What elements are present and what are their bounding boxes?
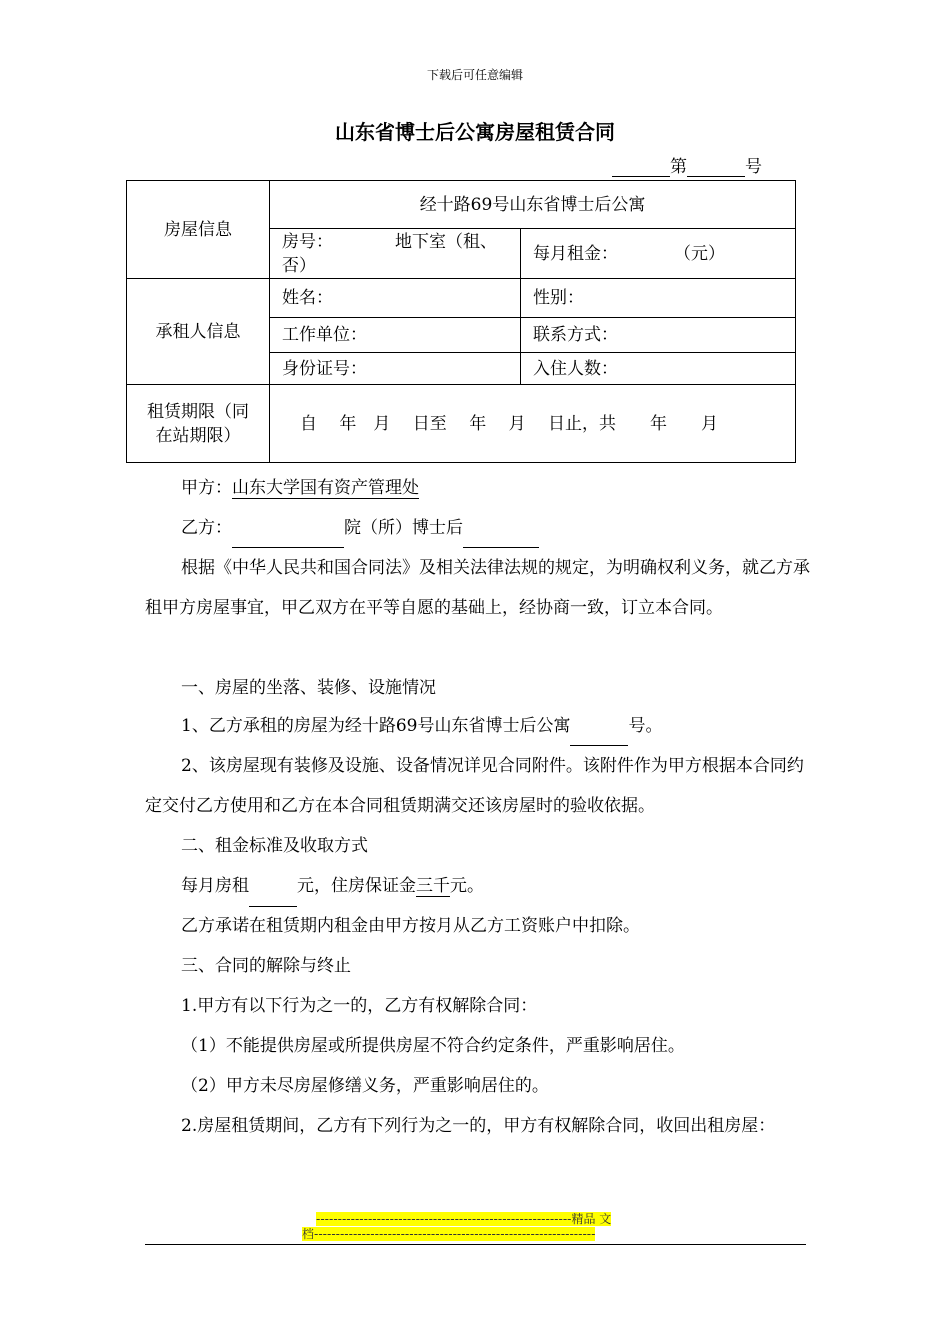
- house-info-label: 房屋信息: [127, 181, 270, 279]
- room-number-blank: [570, 727, 628, 746]
- section-3-item-1: 1.甲方有以下行为之一的，乙方有权解除合同：: [181, 996, 538, 1016]
- section-3-item-2: 2.房屋租赁期间，乙方有下列行为之一的，甲方有权解除合同，收回出租房屋：: [181, 1116, 776, 1136]
- party-b-name-blank: [463, 529, 539, 548]
- name-label: 姓名：: [270, 279, 521, 318]
- rent-prefix: 每月房租: [181, 876, 249, 896]
- party-a-label: 甲方：: [181, 478, 232, 498]
- rent-line: [145, 866, 815, 907]
- gender-label: 性别：: [521, 279, 796, 318]
- tenant-info-label: 承租人信息: [127, 279, 270, 385]
- deposit-amount: 三千: [416, 876, 450, 896]
- party-a-value: 山东大学国有资产管理处: [232, 478, 419, 498]
- section-2-title: 二、租金标准及收取方式: [181, 836, 368, 856]
- rent-mid: 元，住房保证金: [297, 876, 416, 896]
- section-1-item-1-prefix: 1、乙方承租的房屋为经十路69号山东省博士后公寓: [181, 716, 571, 736]
- info-table: [126, 180, 796, 463]
- work-unit-label: 工作单位：: [270, 318, 521, 353]
- party-b-mid: 院（所）博士后: [344, 518, 463, 538]
- occupants-label: 入住人数：: [521, 353, 796, 385]
- party-a-line: [145, 468, 815, 508]
- room-no-cell: [270, 229, 521, 279]
- basement-label: 地下室（租、否）: [282, 231, 497, 276]
- footer-watermark: [302, 1212, 648, 1242]
- contract-di-label: 第: [670, 157, 687, 177]
- section-3-title: 三、合同的解除与终止: [181, 956, 351, 976]
- contract-year-blank: [612, 158, 670, 177]
- footer-line-1: -----------------------------------------------------------精品 文: [316, 1212, 612, 1226]
- rent-deduction: 乙方承诺在租赁期内租金由甲方按月从乙方工资账户中扣除。: [181, 916, 640, 936]
- section-1-item-1-suffix: 号。: [628, 716, 663, 736]
- section-1-item-2: 2、该房屋现有装修及设施、设备情况详见合同附件。该附件作为甲方根据本合同约定交付乙方使用和乙方在本合同租赁期满交还该房屋时的验收依据。: [145, 756, 804, 816]
- lease-term-value: 自 年 月 日至 年 月 日止，共 年 月: [270, 385, 796, 463]
- header-note: 下载后可任意编辑: [426, 68, 523, 82]
- rent-amount-blank: [249, 888, 297, 907]
- contract-number-line: [612, 152, 762, 177]
- house-address: 经十路69号山东省博士后公寓: [270, 181, 796, 229]
- footer-divider: [145, 1244, 806, 1245]
- contract-hao-label: 号: [745, 157, 762, 177]
- document-title: 山东省博士后公寓房屋租赁合同: [335, 120, 615, 144]
- party-b-school-blank: [232, 529, 344, 548]
- intro-paragraph: 根据《中华人民共和国合同法》及相关法律法规的规定，为明确权利义务，就乙方承租甲方房屋事宜，甲乙双方在平等自愿的基础上，经协商一致，订立本合同。: [145, 558, 810, 618]
- contact-label: 联系方式：: [521, 318, 796, 353]
- lease-term-label: 租赁期限（同在站期限）: [127, 385, 270, 463]
- contract-number-blank: [687, 158, 745, 177]
- footer-line-2: 档-----------------------------------------------------------------: [302, 1227, 596, 1241]
- monthly-rent-cell: [521, 229, 796, 279]
- section-1-title: 一、房屋的坐落、装修、设施情况: [181, 678, 436, 698]
- yuan-unit: （元）: [674, 243, 725, 264]
- monthly-rent-label: 每月租金：: [533, 243, 618, 264]
- rent-suffix: 元。: [450, 876, 484, 896]
- id-label: 身份证号：: [270, 353, 521, 385]
- section-3-item-1a: （1）不能提供房屋或所提供房屋不符合约定条件，严重影响居住。: [181, 1036, 685, 1056]
- party-b-label: 乙方：: [181, 518, 232, 538]
- section-3-item-1b: （2）甲方未尽房屋修缮义务，严重影响居住的。: [181, 1076, 549, 1096]
- section-1-item-1: [145, 706, 815, 746]
- party-b-line: [145, 508, 815, 548]
- room-no-label: 房号：: [282, 231, 333, 252]
